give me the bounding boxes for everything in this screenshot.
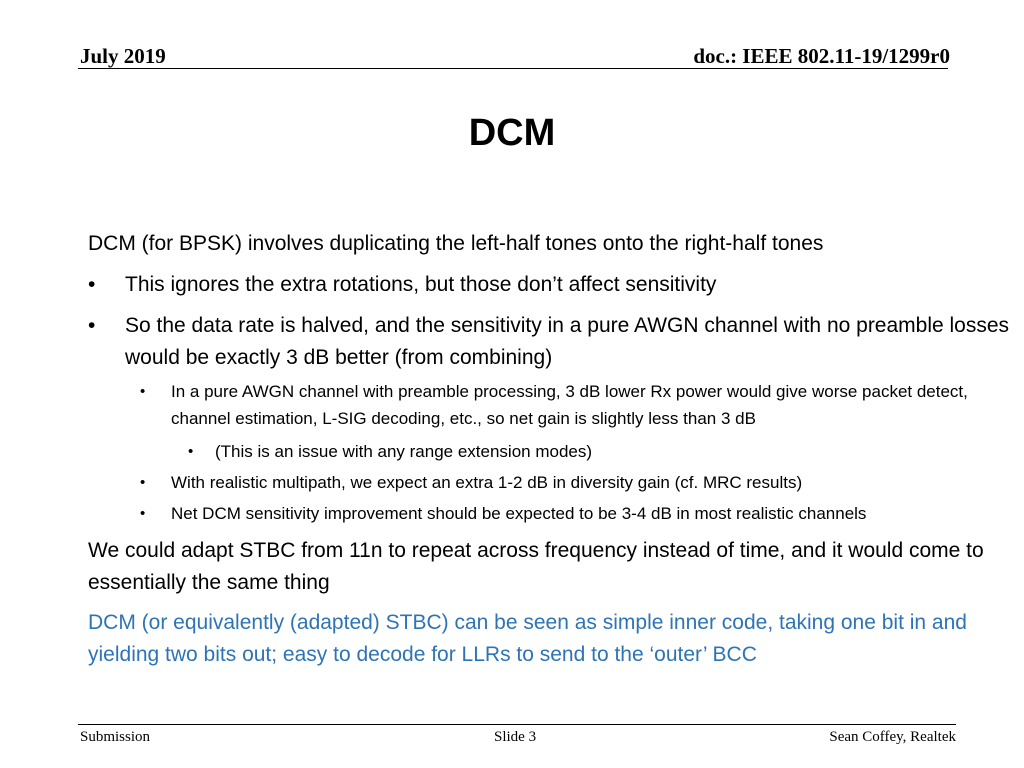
bullet-icon: • bbox=[140, 505, 146, 522]
bullet-text: So the data rate is halved, and the sensitivity in a pure AWGN channel with no preamble losses would be exactly 3 dB better (from combining) bbox=[125, 314, 1010, 369]
bullet-item bbox=[88, 269, 1018, 301]
sub-bullet-text: With realistic multipath, we expect an extra 1-2 dB in diversity gain (cf. MRC results) bbox=[171, 473, 803, 492]
sub-bullet-item bbox=[88, 500, 1018, 527]
highlight-paragraph: DCM (or equivalently (adapted) STBC) can be seen as simple inner code, taking one bit in and yielding two bits out; easy to decode for LLRs to send to the ‘outer’ BCC bbox=[88, 611, 967, 666]
footer-author: Sean Coffey, Realtek bbox=[829, 729, 956, 745]
sub-sub-bullet-text: (This is an issue with any range extension modes) bbox=[215, 442, 593, 461]
intro-paragraph: DCM (for BPSK) involves duplicating the left-half tones onto the right-half tones bbox=[88, 232, 824, 255]
bullet-text: This ignores the extra rotations, but those don’t affect sensitivity bbox=[125, 273, 717, 296]
bullet-icon: • bbox=[140, 474, 146, 491]
slide-title: DCM bbox=[468, 112, 556, 154]
header-date: July 2019 bbox=[80, 44, 166, 68]
bullet-icon: • bbox=[88, 314, 96, 337]
footer-submission: Submission bbox=[80, 729, 151, 745]
sub-sub-bullet-item bbox=[88, 438, 1018, 465]
bullet-icon: • bbox=[88, 273, 96, 296]
header-doc-id: doc.: IEEE 802.11-19/1299r0 bbox=[693, 44, 950, 68]
sub-bullet-text: In a pure AWGN channel with preamble processing, 3 dB lower Rx power would give worse packet detect, channel estimation, L-SIG decoding, etc., so net gain is slightly less than 3 dB bbox=[171, 382, 968, 428]
bullet-icon: • bbox=[188, 443, 194, 460]
footer-rule bbox=[78, 724, 956, 725]
bullet-item bbox=[88, 310, 1018, 374]
sub-bullet-item bbox=[88, 469, 1018, 496]
sub-bullet-item bbox=[88, 378, 1018, 432]
slide-body bbox=[88, 228, 1018, 671]
footer-slide-number: Slide 3 bbox=[494, 729, 537, 745]
header-rule bbox=[78, 68, 948, 69]
stbc-paragraph: We could adapt STBC from 11n to repeat across frequency instead of time, and it would come to essentially the same thing bbox=[88, 539, 984, 594]
sub-bullet-text: Net DCM sensitivity improvement should be expected to be 3-4 dB in most realistic channels bbox=[171, 504, 867, 523]
bullet-icon: • bbox=[140, 383, 146, 400]
